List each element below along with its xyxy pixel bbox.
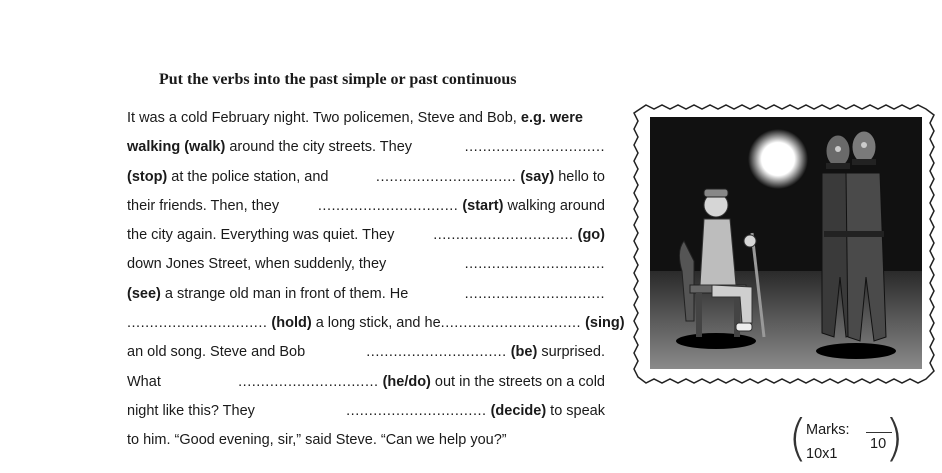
verb-hint: (see) bbox=[127, 285, 161, 302]
text-line bbox=[127, 104, 605, 133]
line-text: down Jones Street, when suddenly, they bbox=[127, 256, 387, 273]
line-text: What bbox=[127, 373, 161, 390]
text-line bbox=[127, 338, 605, 367]
verb-hint: (decide) bbox=[490, 402, 547, 419]
exercise-text bbox=[127, 104, 625, 456]
example-answer: e.g. were bbox=[520, 110, 583, 126]
answer-blank[interactable]: ............................... bbox=[317, 197, 459, 214]
line-text: night like this? They bbox=[127, 402, 255, 419]
moon bbox=[748, 129, 808, 189]
answer-blank[interactable]: ............................... bbox=[346, 402, 487, 419]
verb-hint: (go) bbox=[577, 227, 605, 244]
answer-blank[interactable]: ............................... bbox=[464, 139, 605, 156]
verb-hint: (hold) bbox=[271, 315, 312, 332]
answer-blank[interactable]: ............................... bbox=[238, 373, 379, 390]
text-line bbox=[127, 192, 605, 221]
answer-blank[interactable]: ............................... bbox=[440, 315, 582, 332]
line-text: around the city streets. They bbox=[225, 139, 413, 156]
line-text: their friends. Then, they bbox=[127, 197, 280, 214]
text-line bbox=[127, 221, 605, 250]
line-text: to speak bbox=[546, 402, 605, 419]
verb-hint: (stop) bbox=[127, 168, 168, 185]
text-line bbox=[127, 163, 605, 192]
answer-blank[interactable]: ............................... bbox=[464, 285, 605, 302]
night-scene-illustration bbox=[624, 101, 936, 389]
line-text: to him. “Good evening, sir,” said Steve. “Can we help you?” bbox=[127, 432, 507, 449]
example-answer: walking (walk) bbox=[127, 139, 226, 156]
line-text: a strange old man in front of them. He bbox=[160, 285, 409, 302]
text-line bbox=[127, 397, 605, 426]
text-line bbox=[127, 309, 625, 338]
answer-blank[interactable]: ............................... bbox=[127, 315, 268, 332]
verb-hint: (be) bbox=[510, 344, 538, 361]
text-line bbox=[127, 250, 605, 279]
verb-hint: (say) bbox=[520, 168, 555, 185]
line-text: at the police station, and bbox=[167, 168, 329, 185]
line-text: an old song. Steve and Bob bbox=[127, 344, 306, 361]
verb-hint: (start) bbox=[462, 197, 504, 214]
answer-blank[interactable]: ............................... bbox=[375, 168, 517, 185]
text-line bbox=[127, 368, 605, 397]
verb-hint: (he/do) bbox=[382, 373, 431, 390]
answer-blank[interactable]: ............................... bbox=[366, 344, 507, 361]
line-text: the city again. Everything was quiet. They bbox=[127, 227, 395, 244]
line-text: surprised. bbox=[537, 344, 605, 361]
text-line bbox=[127, 280, 605, 309]
marks-box bbox=[788, 410, 904, 470]
text-line bbox=[127, 426, 605, 455]
exercise-title: Put the verbs into the past simple or past continuous bbox=[159, 71, 517, 88]
text-line bbox=[127, 133, 605, 162]
marks-total: 10 bbox=[870, 436, 887, 452]
right-bracket: ) bbox=[884, 409, 904, 467]
answer-blank[interactable]: ............................... bbox=[433, 227, 574, 244]
answer-blank[interactable]: ............................... bbox=[464, 256, 605, 273]
verb-hint: (sing) bbox=[585, 315, 625, 332]
line-text: It was a cold February night. Two policemen, Steve and Bob, bbox=[127, 110, 521, 126]
line-text: walking around bbox=[503, 197, 605, 214]
line-text: a long stick, and he bbox=[311, 315, 441, 332]
left-bracket: ( bbox=[788, 409, 808, 467]
marks-formula: 10x1 bbox=[806, 446, 838, 462]
line-text: hello to bbox=[554, 168, 605, 185]
marks-label: Marks: bbox=[806, 422, 850, 438]
line-text: out in the streets on a cold bbox=[430, 373, 605, 390]
